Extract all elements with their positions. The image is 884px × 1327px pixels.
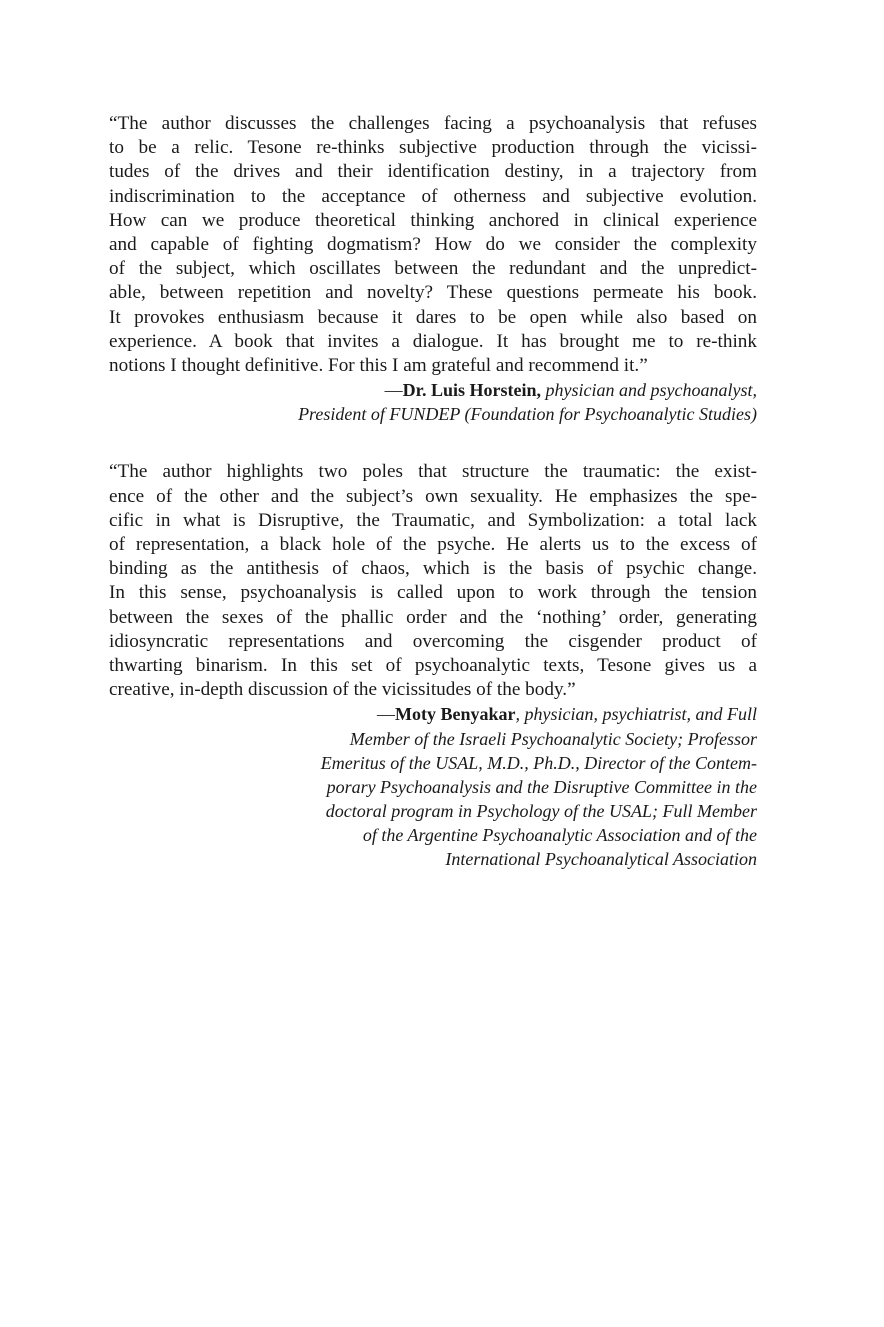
- attribution: [109, 378, 757, 426]
- quote-line: and capable of fighting dogmatism? How do we consider the complexity: [109, 233, 757, 255]
- testimonial-benyakar: [109, 460, 757, 871]
- quote-line: tudes of the drives and their identification destiny, in a trajectory from: [109, 161, 757, 183]
- quote-line: experience. A book that invites a dialogue. It has brought me to re-think: [109, 330, 757, 352]
- quote-line: creative, in-depth discussion of the vicissitudes of the body.”: [109, 679, 576, 701]
- quote-line: able, between repetition and novelty? These questions permeate his book.: [109, 282, 757, 304]
- attribution-line: President of FUNDEP (Foundation for Psychoanalytic Studies): [298, 404, 757, 425]
- attribution-credentials: physician and psychoanalyst,: [541, 380, 757, 401]
- quote-line: ence of the other and the subject’s own sexuality. He emphasizes the spe-: [109, 485, 757, 507]
- attribution-line: Emeritus of the USAL, M.D., Ph.D., Director of the Contem-: [320, 752, 757, 773]
- attribution-dash: —: [377, 704, 396, 725]
- attribution-line: [109, 378, 757, 402]
- quote-line: “The author highlights two poles that structure the traumatic: the exist-: [109, 461, 757, 483]
- quote-line: How can we produce theoretical thinking anchored in clinical experience: [109, 209, 757, 231]
- quote-text: [109, 112, 757, 378]
- attribution-name: Moty Benyakar: [395, 704, 516, 725]
- quote-line: In this sense, psychoanalysis is called upon to work through the tension: [109, 582, 757, 604]
- quote-line: binding as the antithesis of chaos, which is the basis of psychic change.: [109, 558, 757, 580]
- attribution-dash: —: [384, 380, 403, 401]
- quote-line: idiosyncratic representations and overcoming the cisgender product of: [109, 630, 757, 652]
- testimonial-horstein: [109, 112, 757, 426]
- quote-line: notions I thought definitive. For this I am grateful and recommend it.”: [109, 354, 648, 376]
- quote-line: It provokes enthusiasm because it dares to be open while also based on: [109, 306, 757, 328]
- attribution-line: of the Argentine Psychoanalytic Association and of the: [362, 825, 757, 846]
- attribution-line: International Psychoanalytical Association: [445, 849, 757, 870]
- quote-line: indiscrimination to the acceptance of otherness and subjective evolution.: [109, 185, 757, 207]
- quote-text: [109, 460, 757, 702]
- attribution-line: porary Psychoanalysis and the Disruptive Committee in the: [326, 776, 757, 797]
- attribution-line: Member of the Israeli Psychoanalytic Society; Professor: [349, 728, 757, 749]
- quote-line: “The author discusses the challenges facing a psychoanalysis that refuses: [109, 113, 757, 134]
- quote-line: cific in what is Disruptive, the Traumatic, and Symbolization: a total lack: [109, 509, 757, 531]
- attribution: [109, 702, 757, 871]
- attribution-credentials: , physician, psychiatrist, and Full: [515, 704, 757, 725]
- attribution-line: [109, 702, 757, 726]
- quote-line: to be a relic. Tesone re-thinks subjective production through the vicissi-: [109, 137, 757, 159]
- quote-line: of representation, a black hole of the psyche. He alerts us to the excess of: [109, 534, 757, 555]
- quote-line: thwarting binarism. In this set of psychoanalytic texts, Tesone gives us a: [109, 654, 757, 676]
- attribution-name: Dr. Luis Horstein,: [402, 380, 542, 401]
- quote-line: of the subject, which oscillates between the redundant and the unpredict-: [109, 258, 757, 280]
- quote-line: between the sexes of the phallic order and the ‘nothing’ order, generating: [109, 606, 757, 628]
- page-content: [109, 112, 757, 872]
- attribution-line: doctoral program in Psychology of the USAL; Full Member: [325, 801, 757, 822]
